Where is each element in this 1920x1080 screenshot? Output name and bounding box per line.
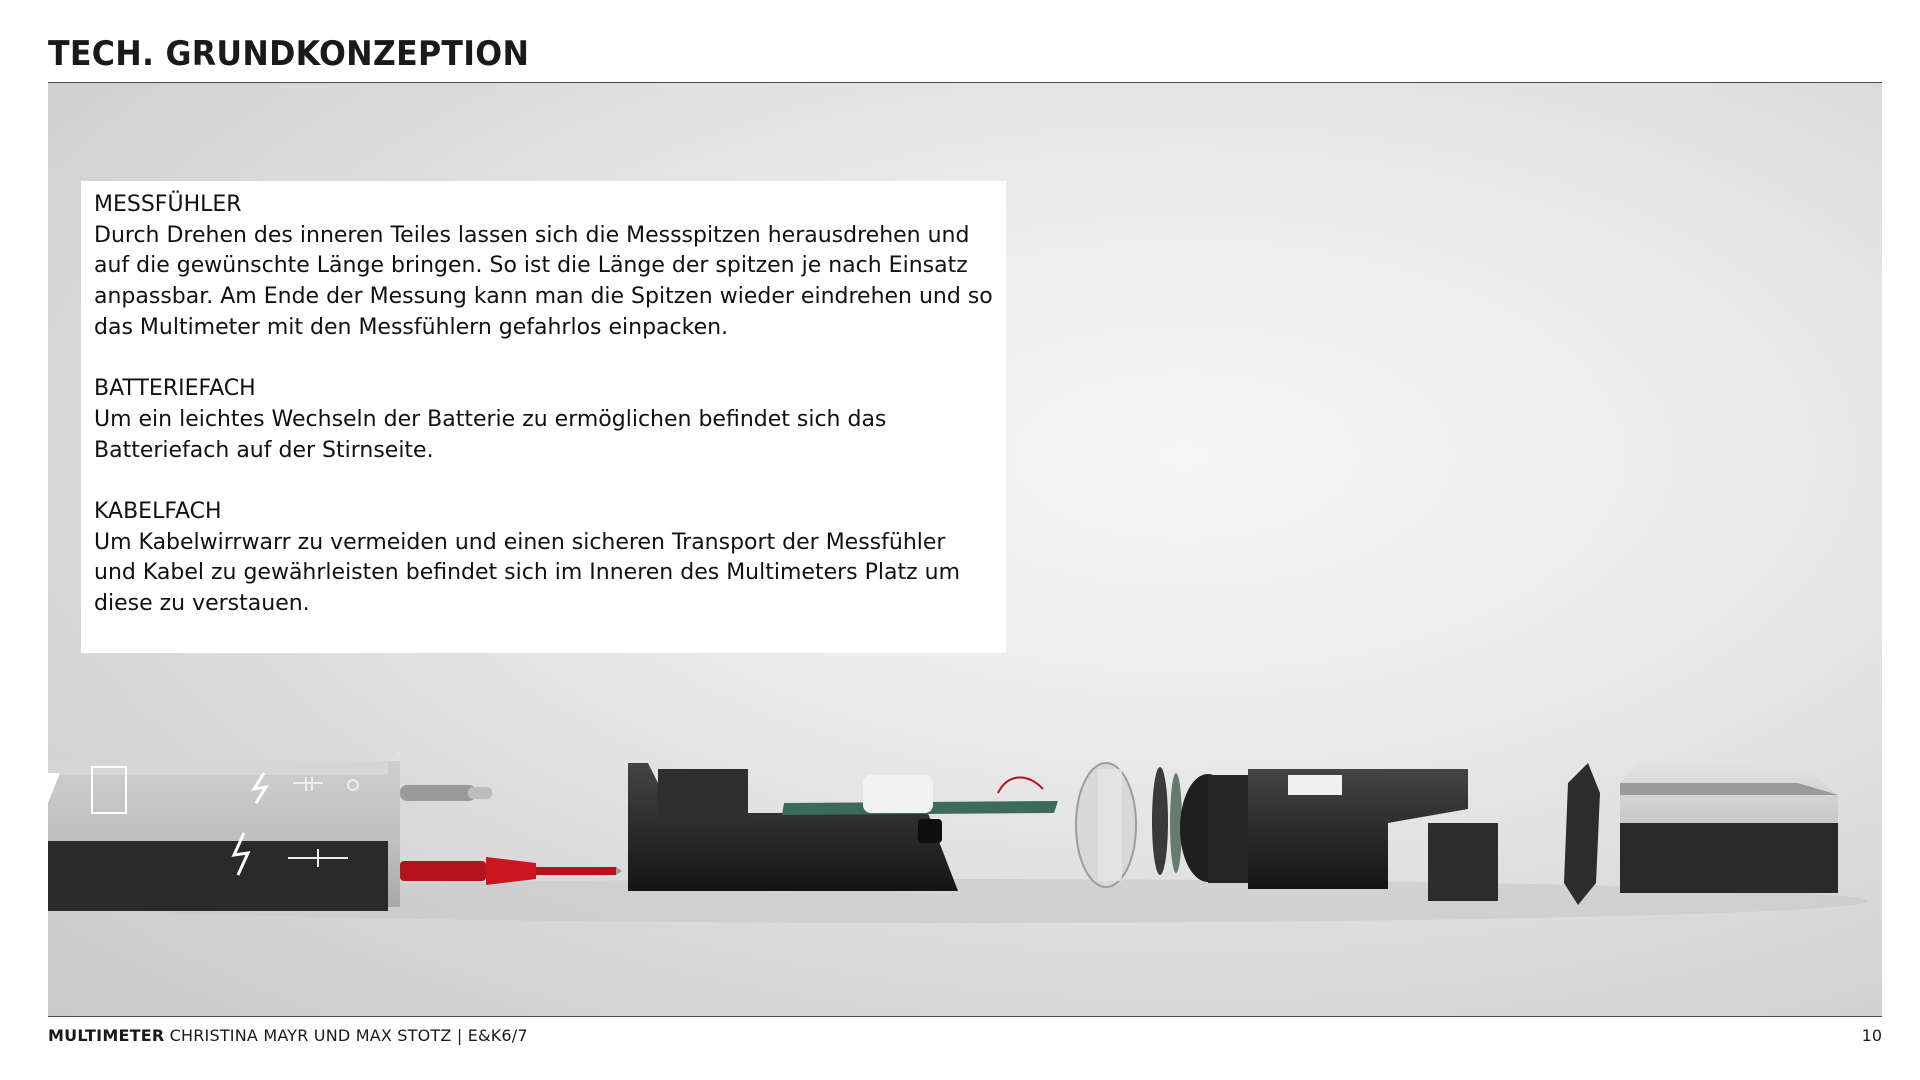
display-disc: [1076, 763, 1136, 887]
section-batteriefach: [94, 374, 994, 466]
footer-credit: [48, 1026, 528, 1045]
page-title: TECH. GRUNDKONZEPTION: [48, 34, 530, 74]
footer-authors: CHRISTINA MAYR UND MAX STOTZ | E&K6/7: [169, 1026, 528, 1045]
circuit-board: [782, 775, 1058, 815]
section-text: Um ein leichtes Wechseln der Batterie zu ermöglichen befindet sich das Batteriefach auf der Stirnseite.: [94, 406, 887, 463]
section-heading: KABELFACH: [94, 499, 222, 524]
section-heading: MESSFÜHLER: [94, 192, 242, 217]
multimeter-main-body: [48, 749, 400, 911]
section-messfuehler: [94, 190, 994, 344]
section-heading: BATTERIEFACH: [94, 376, 256, 402]
contact-ring: [1152, 767, 1182, 875]
battery-compartment: [1180, 769, 1498, 901]
section-text: Um Kabelwirrwarr zu vermeiden und einen sicheren Transport der Messfühler und Kabel zu gewährleisten befindet sich im Inneren des Multimeters Platz um diese zu verstauen.: [94, 529, 961, 617]
end-cap-plate: [1564, 763, 1600, 905]
footer-project: MULTIMETER: [48, 1026, 165, 1045]
page-number: 10: [1861, 1026, 1882, 1045]
section-text: Durch Drehen des inneren Teiles lassen sich die Messspitzen herausdrehen und auf die gewünschte Länge bringen. So ist die Länge der spitzen je nach Einsatz anpassbar. Am Ende der Messung kann man die Spitzen wieder eindrehen und so das Multimeter mit den Messfühlern gefahrlos einpacken.: [94, 222, 993, 340]
cable-compartment-shell: [1620, 763, 1838, 893]
section-kabelfach: [94, 497, 994, 620]
description-panel: [81, 181, 1006, 653]
probe-tip-grey: [400, 785, 492, 801]
footer-divider: [48, 1016, 1882, 1017]
